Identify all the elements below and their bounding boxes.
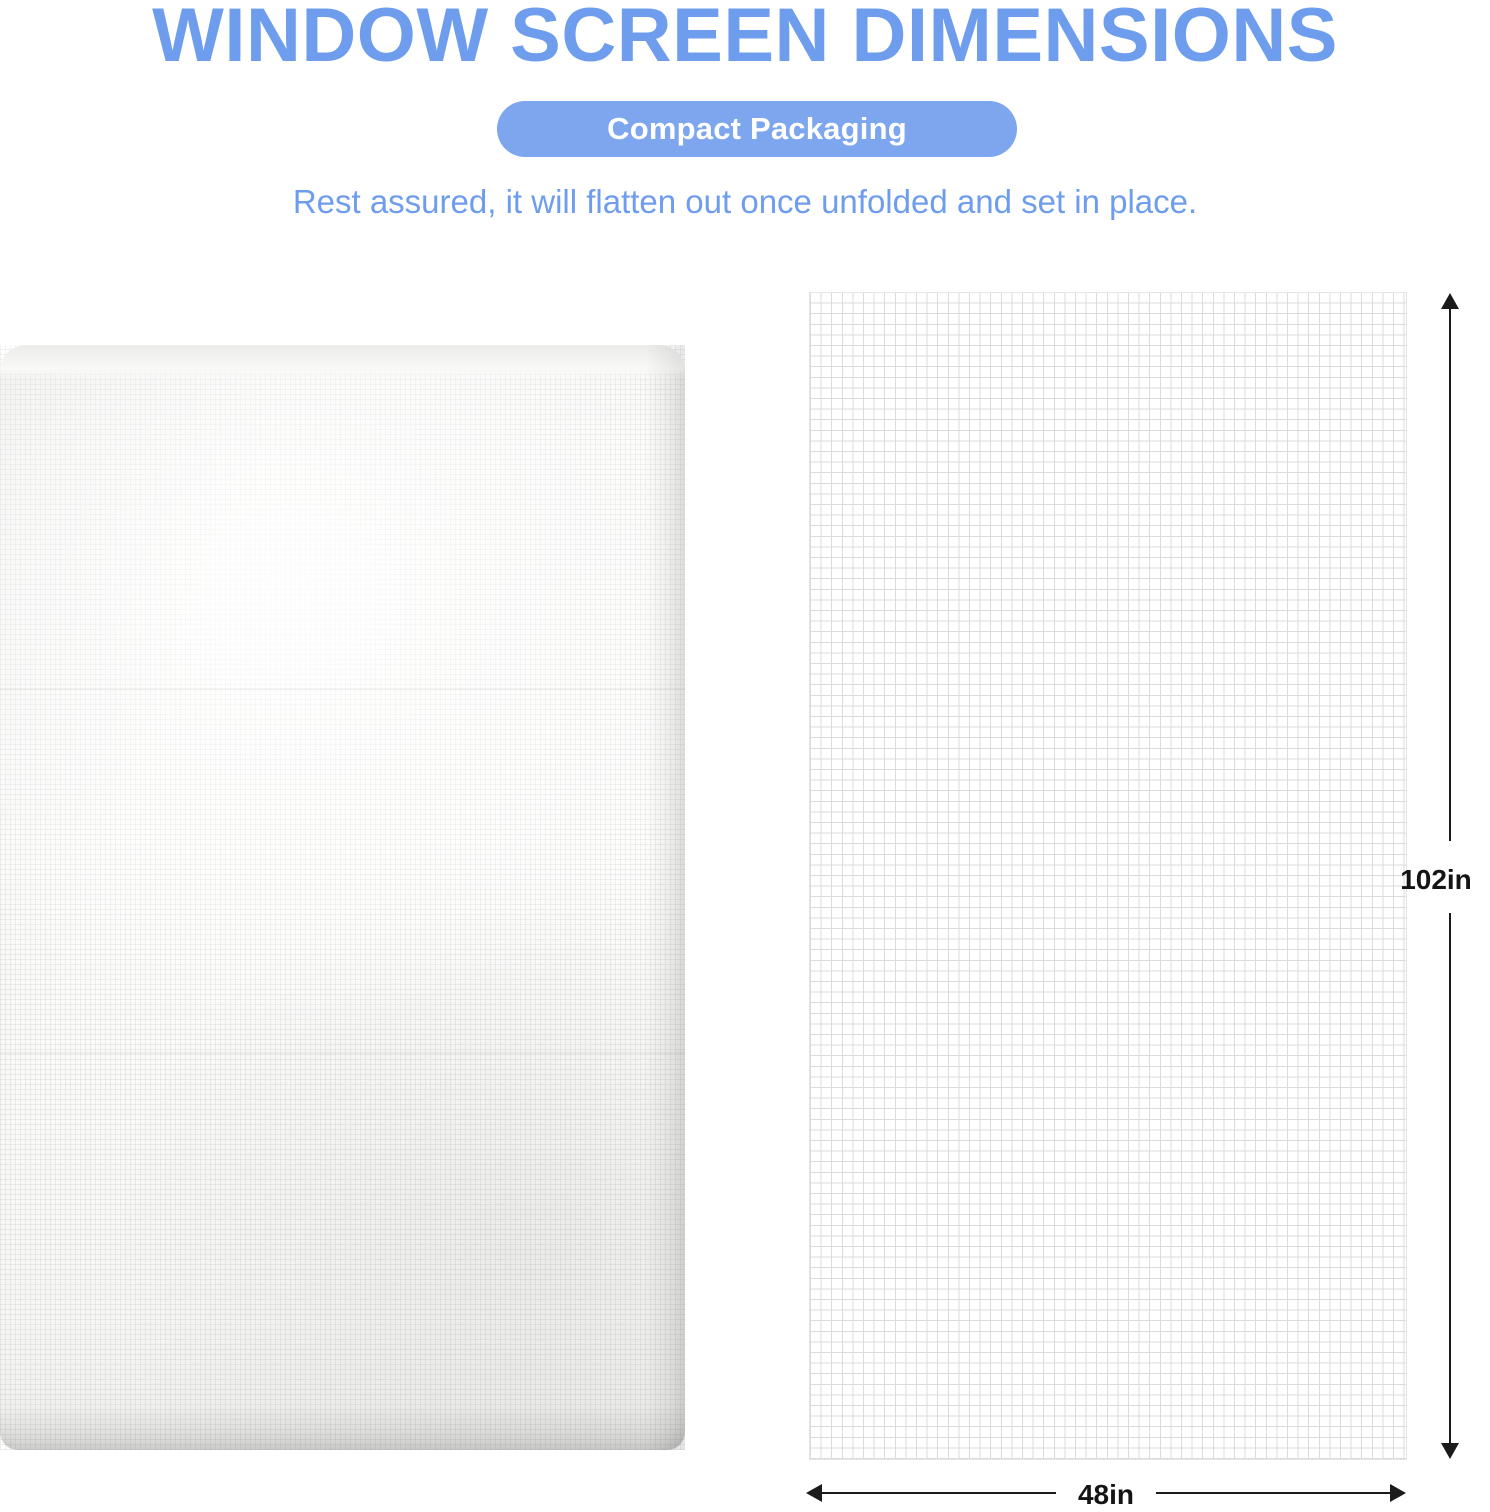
dimension-label-width: 48in	[1077, 1479, 1135, 1510]
arrow-right-icon	[1390, 1484, 1406, 1502]
photo-highlight	[0, 345, 685, 1450]
fold-edge-bottom	[0, 1404, 685, 1450]
fold-crease-upper	[0, 688, 685, 690]
arrow-up-icon	[1441, 293, 1459, 309]
fold-edge-right	[645, 345, 685, 1450]
dimension-label-height: 102in	[1400, 864, 1472, 895]
page-title: WINDOW SCREEN DIMENSIONS	[152, 0, 1338, 78]
arrow-left-icon	[806, 1484, 822, 1502]
folded-package-photo	[0, 345, 685, 1450]
arrow-down-icon	[1441, 1443, 1459, 1459]
window-screen-mesh-sheet	[810, 293, 1406, 1459]
status-badge	[497, 101, 1017, 157]
status-badge-label: Compact Packaging	[607, 111, 907, 146]
page-subtitle: Rest assured, it will flatten out once unfolded and set in place.	[292, 183, 1198, 220]
fold-edge-top	[0, 345, 685, 379]
fold-crease-lower	[0, 1052, 685, 1054]
